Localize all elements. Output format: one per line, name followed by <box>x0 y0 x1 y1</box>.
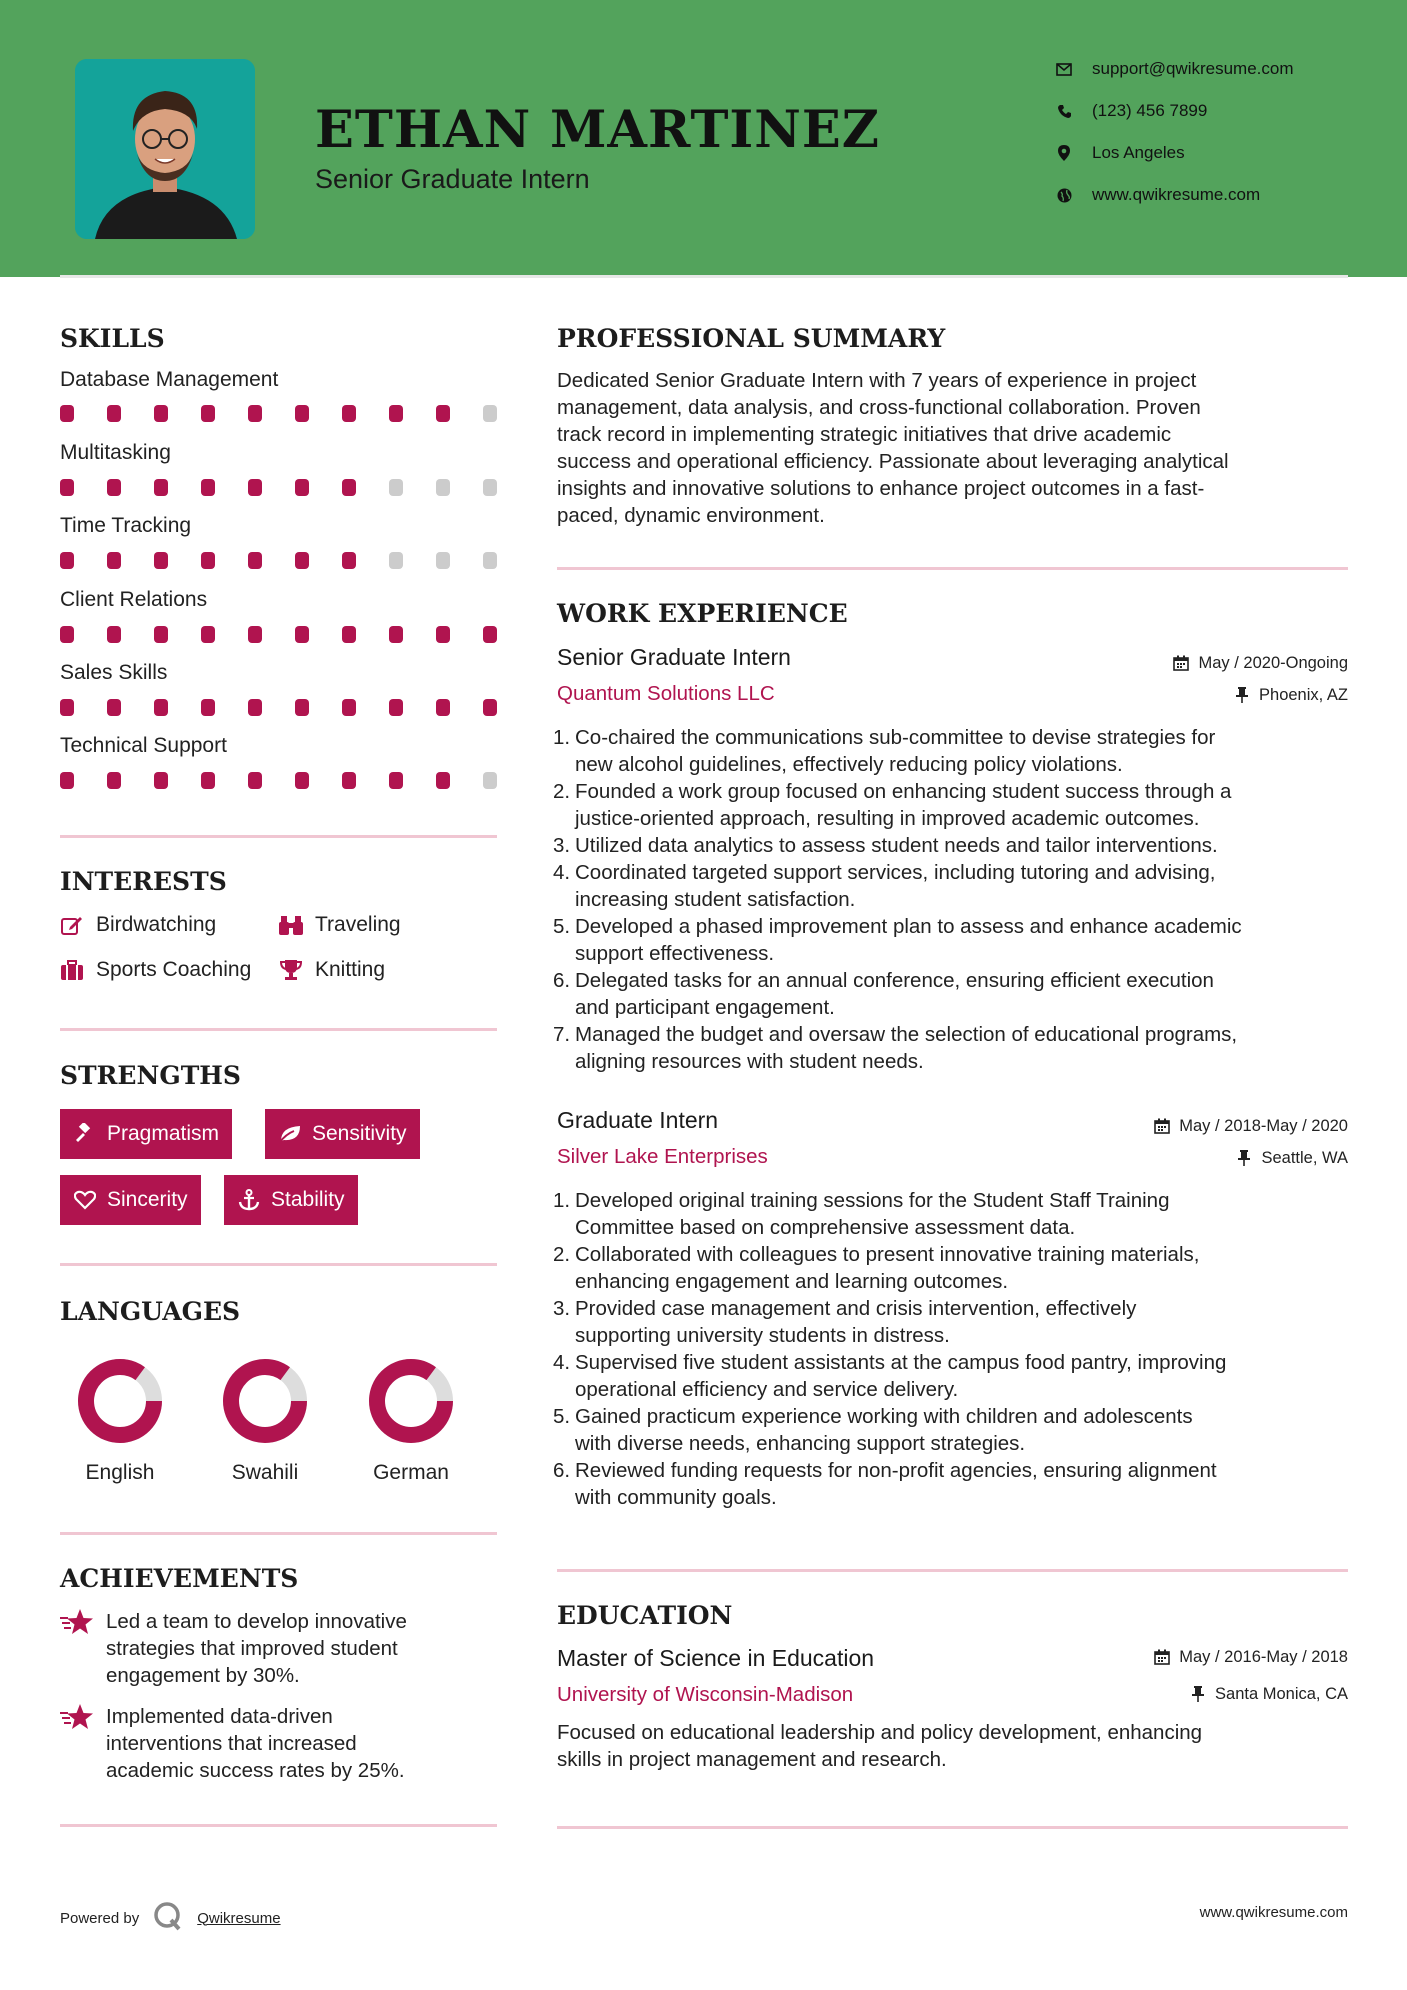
job-bullet: 4. Supervised five student assistants at the campus food pantry, improving operational efficiency and service delivery. <box>553 1351 1227 1401</box>
contact-location <box>1052 138 1352 168</box>
heart-icon <box>73 1188 97 1212</box>
calendar-icon <box>1172 654 1190 672</box>
education-date <box>1153 1645 1348 1669</box>
job-bullet: 5. Developed a phased improvement plan to assess and enhance academic support effectiveness. <box>553 915 1242 965</box>
language-donut <box>76 1357 164 1445</box>
skill-dot-filled <box>107 479 121 496</box>
interest-label: Traveling <box>315 913 401 936</box>
skill-dot-filled <box>436 699 450 716</box>
strength-label: Pragmatism <box>107 1122 220 1145</box>
strength-tag <box>265 1109 420 1159</box>
skill-rating <box>60 772 497 790</box>
interest-label: Knitting <box>315 958 386 981</box>
skill-dot-filled <box>201 479 215 496</box>
language-item <box>351 1357 471 1485</box>
skill-dot-filled <box>389 626 403 643</box>
skill-dot-empty <box>389 552 403 569</box>
skill-dot-filled <box>107 552 121 569</box>
job-bullet: 6. Reviewed funding requests for non-profit agencies, ensuring alignment with community goals. <box>553 1459 1217 1509</box>
job-title: Graduate Intern <box>557 1107 719 1133</box>
footer-website[interactable]: www.qwikresume.com <box>1199 1904 1348 1921</box>
job-bullet: 2. Collaborated with colleagues to present innovative training materials, enhancing engagement and learning outcomes. <box>553 1243 1200 1293</box>
language-donut <box>367 1357 455 1445</box>
strength-label: Stability <box>271 1188 345 1211</box>
strength-label: Sensitivity <box>312 1122 407 1145</box>
company-name: Quantum Solutions LLC <box>557 682 775 705</box>
skill-dot-filled <box>295 552 309 569</box>
skill-dot-empty <box>483 479 497 496</box>
interest-label: Sports Coaching <box>96 958 252 981</box>
strength-tag <box>60 1109 232 1159</box>
languages-heading: LANGUAGES <box>60 1297 241 1326</box>
gavel-icon <box>73 1122 97 1146</box>
job-location <box>1233 683 1348 707</box>
location-pin-icon <box>1052 143 1076 163</box>
skill-dot-filled <box>342 405 356 422</box>
company-name: Silver Lake Enterprises <box>557 1145 768 1168</box>
skill-dot-filled <box>154 479 168 496</box>
pushpin-icon <box>1233 686 1251 704</box>
briefcase-icon <box>60 958 84 982</box>
skill-dot-filled <box>436 772 450 789</box>
skills-heading: SKILLS <box>60 324 165 353</box>
calendar-icon <box>1153 1648 1171 1666</box>
phone-icon <box>1052 101 1076 121</box>
job-location-text: Phoenix, AZ <box>1259 685 1348 704</box>
skill-dot-filled <box>248 772 262 789</box>
calendar-icon <box>1153 1117 1171 1135</box>
skill-dot-filled <box>201 626 215 643</box>
skill-rating <box>60 405 497 423</box>
skill-dot-filled <box>60 699 74 716</box>
contact-website[interactable] <box>1052 180 1352 210</box>
section-divider <box>60 1263 497 1266</box>
skill-dot-filled <box>201 699 215 716</box>
language-label: German <box>373 1461 449 1484</box>
degree-title: Master of Science in Education <box>557 1645 875 1671</box>
section-divider <box>557 567 1348 570</box>
skill-label: Technical Support <box>60 734 227 757</box>
job-bullets <box>553 724 1357 1075</box>
globe-icon <box>1052 185 1076 205</box>
skill-dot-empty <box>436 552 450 569</box>
contact-location-text: Los Angeles <box>1092 143 1185 162</box>
job-bullet: 3. Utilized data analytics to assess student needs and tailor interventions. <box>553 834 1218 857</box>
skill-dot-filled <box>248 552 262 569</box>
skill-dot-filled <box>295 626 309 643</box>
job-location-text: Seattle, WA <box>1261 1148 1348 1167</box>
skill-rating <box>60 699 497 717</box>
skill-dot-filled <box>60 479 74 496</box>
binoculars-icon <box>279 913 303 937</box>
resume-header <box>0 0 1407 277</box>
section-divider <box>557 1826 1348 1829</box>
section-divider <box>60 1028 497 1031</box>
star-icon <box>60 1608 94 1638</box>
achievement-text: Implemented data-driven interventions that increased academic success rates by 25%. <box>106 1705 405 1782</box>
skill-label: Time Tracking <box>60 514 192 537</box>
qwikresume-link[interactable]: Qwikresume <box>197 1909 281 1927</box>
anchor-icon <box>237 1188 261 1212</box>
strength-tag <box>224 1175 358 1225</box>
skill-dot-filled <box>483 626 497 643</box>
job-bullet: 3. Provided case management and crisis intervention, effectively supporting university students in distress. <box>553 1297 1137 1347</box>
skill-dot-filled <box>248 699 262 716</box>
skill-dot-filled <box>60 552 74 569</box>
skill-dot-empty <box>483 552 497 569</box>
skill-dot-filled <box>201 772 215 789</box>
trophy-icon <box>279 958 303 982</box>
job-bullet: 2. Founded a work group focused on enhancing student success through a justice-oriented approach, resulting in improved academic outcomes. <box>553 780 1232 830</box>
skill-dot-filled <box>436 405 450 422</box>
strength-label: Sincerity <box>107 1188 188 1211</box>
section-divider <box>557 1569 1348 1572</box>
job-date <box>1153 1114 1348 1138</box>
skill-label: Multitasking <box>60 441 171 464</box>
contact-website-text: www.qwikresume.com <box>1092 185 1261 204</box>
skill-dot-filled <box>201 552 215 569</box>
experience-heading: WORK EXPERIENCE <box>557 599 848 628</box>
skill-dot-filled <box>389 772 403 789</box>
skill-label: Database Management <box>60 368 279 391</box>
skill-dot-filled <box>154 626 168 643</box>
skill-dot-filled <box>483 699 497 716</box>
skill-dot-filled <box>107 772 121 789</box>
skill-dot-filled <box>342 479 356 496</box>
skill-dot-filled <box>389 699 403 716</box>
skill-dot-filled <box>60 405 74 422</box>
skill-dot-filled <box>201 405 215 422</box>
skill-dot-filled <box>154 552 168 569</box>
skill-dot-filled <box>342 772 356 789</box>
job-bullet: 1. Co-chaired the communications sub-committee to devise strategies for new alcohol guidelines, effectively reducing policy violations. <box>553 726 1216 776</box>
interest-item <box>60 910 216 940</box>
candidate-name: ETHAN MARTINEZ <box>315 100 880 160</box>
skill-dot-empty <box>483 405 497 422</box>
skill-rating <box>60 552 497 570</box>
strength-tag <box>60 1175 201 1225</box>
skill-dot-filled <box>107 405 121 422</box>
skill-dot-filled <box>295 405 309 422</box>
job-bullet: 1. Developed original training sessions for the Student Staff Training Committee based on comprehensive assessment data. <box>553 1189 1170 1239</box>
skill-dot-filled <box>60 626 74 643</box>
section-divider <box>60 1532 497 1535</box>
contact-phone[interactable] <box>1052 96 1352 126</box>
interest-item <box>60 955 251 985</box>
edit-icon <box>60 913 84 937</box>
education-location-text: Santa Monica, CA <box>1215 1684 1348 1703</box>
skill-label: Client Relations <box>60 588 208 611</box>
candidate-title: Senior Graduate Intern <box>315 164 590 194</box>
skill-dot-filled <box>107 626 121 643</box>
job-bullet: 4. Coordinated targeted support services, including tutoring and advising, increasing student satisfaction. <box>553 861 1216 911</box>
job-date-text: May / 2018-May / 2020 <box>1179 1116 1348 1135</box>
skill-dot-filled <box>295 772 309 789</box>
job-date-text: May / 2020-Ongoing <box>1198 653 1348 672</box>
skill-dot-filled <box>60 772 74 789</box>
envelope-icon <box>1052 59 1076 79</box>
skill-dot-filled <box>342 626 356 643</box>
strengths-heading: STRENGTHS <box>60 1061 241 1090</box>
skill-dot-filled <box>154 772 168 789</box>
skill-dot-filled <box>295 479 309 496</box>
skill-dot-filled <box>154 699 168 716</box>
achievements-heading: ACHIEVEMENTS <box>60 1564 299 1593</box>
skill-dot-filled <box>248 479 262 496</box>
skill-dot-filled <box>342 552 356 569</box>
skill-dot-filled <box>389 405 403 422</box>
language-label: Swahili <box>231 1461 299 1484</box>
achievement-text: Led a team to develop innovative strategies that improved student engagement by 30%. <box>106 1610 407 1687</box>
contact-email-text: support@qwikresume.com <box>1092 59 1294 78</box>
leaf-icon <box>278 1122 302 1146</box>
education-description: Focused on educational leadership and policy development, enhancing skills in project management and research. <box>557 1721 1203 1771</box>
skill-dot-filled <box>154 405 168 422</box>
job-title: Senior Graduate Intern <box>557 644 791 670</box>
skill-dot-filled <box>436 626 450 643</box>
interest-item <box>279 955 385 985</box>
job-location <box>1235 1146 1348 1170</box>
skill-dot-filled <box>342 699 356 716</box>
summary-heading: PROFESSIONAL SUMMARY <box>557 324 946 353</box>
language-item <box>205 1357 325 1485</box>
contact-phone-text: (123) 456 7899 <box>1092 101 1208 120</box>
section-divider <box>60 1824 497 1827</box>
contact-email[interactable] <box>1052 54 1352 84</box>
language-item <box>60 1357 180 1485</box>
star-icon <box>60 1703 94 1733</box>
skill-dot-empty <box>389 479 403 496</box>
interest-label: Birdwatching <box>96 913 217 936</box>
interest-item <box>279 910 401 940</box>
interests-heading: INTERESTS <box>60 867 227 896</box>
achievement-item <box>60 1608 500 1689</box>
summary-text: Dedicated Senior Graduate Intern with 7 years of experience in project management, data analysis, and cross-functional collaboration. Proven track record in implementing strategic initiatives that drive academic success and operational efficiency. Passionate about leveraging analytical insights and innovative solutions to enhance project outcomes in a fast- paced, dynamic environment. <box>557 369 1229 527</box>
skill-dot-filled <box>248 626 262 643</box>
job-date <box>1172 651 1348 675</box>
job-bullet: 7. Managed the budget and oversaw the selection of educational programs, aligning resources with student needs. <box>553 1023 1238 1073</box>
footer-powered-by <box>60 1898 281 1938</box>
qwikresume-logo-icon <box>153 1901 183 1935</box>
language-donut <box>221 1357 309 1445</box>
skill-rating <box>60 479 497 497</box>
education-heading: EDUCATION <box>557 1601 733 1630</box>
education-date-text: May / 2016-May / 2018 <box>1179 1647 1348 1666</box>
header-divider <box>60 275 1348 278</box>
job-bullet: 6. Delegated tasks for an annual conference, ensuring efficient execution and participant engagement. <box>553 969 1214 1019</box>
school-name: University of Wisconsin-Madison <box>557 1683 854 1706</box>
section-divider <box>60 835 497 838</box>
education-location <box>1189 1682 1348 1706</box>
skill-label: Sales Skills <box>60 661 168 684</box>
skill-rating <box>60 626 497 644</box>
skill-dot-filled <box>248 405 262 422</box>
skill-dot-filled <box>107 699 121 716</box>
pushpin-icon <box>1189 1685 1207 1703</box>
language-label: English <box>85 1461 155 1484</box>
achievement-item <box>60 1703 500 1784</box>
person-portrait-icon <box>75 59 255 239</box>
profile-photo <box>75 59 255 239</box>
job-bullet: 5. Gained practicum experience working with children and adolescents with diverse needs, enhancing support strategies. <box>553 1405 1193 1455</box>
pushpin-icon <box>1235 1149 1253 1167</box>
powered-by-text: Powered by <box>60 1909 140 1927</box>
job-bullets <box>553 1187 1357 1511</box>
skill-dot-empty <box>436 479 450 496</box>
skill-dot-empty <box>483 772 497 789</box>
skill-dot-filled <box>295 699 309 716</box>
